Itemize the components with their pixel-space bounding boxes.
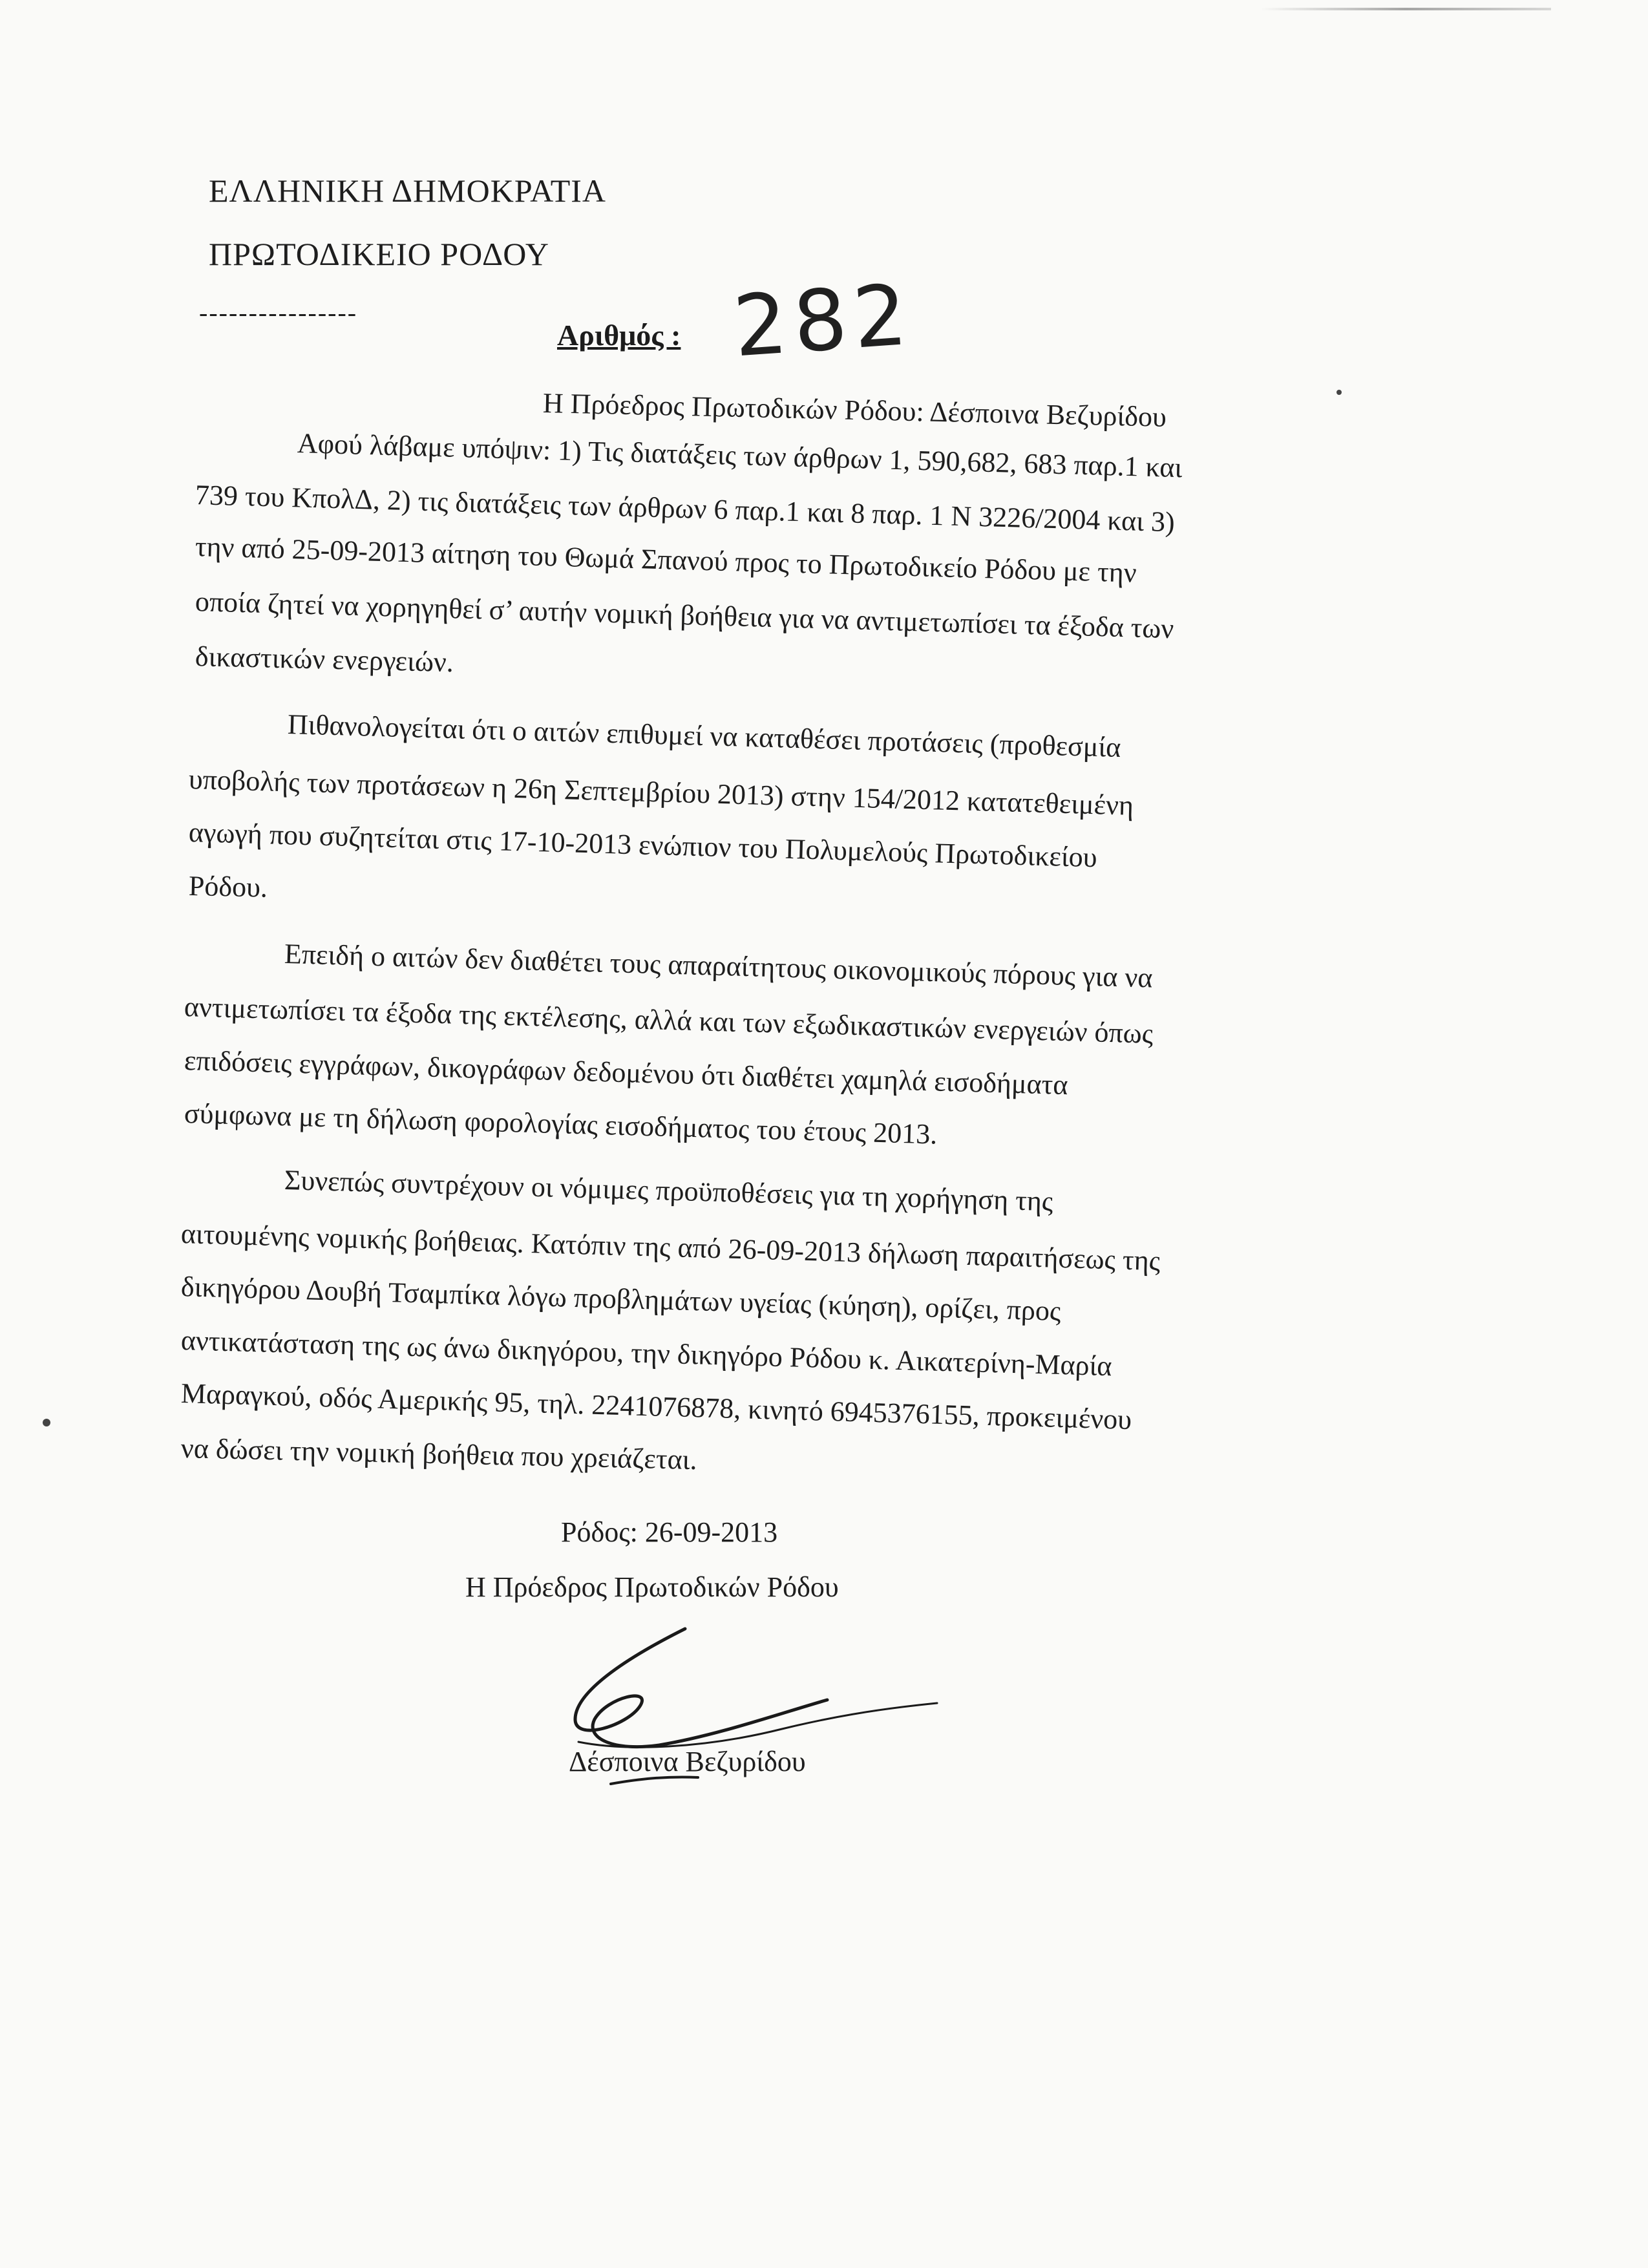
p4-line-3: δικηγόρου Δουβή Τσαμπίκα λόγω προβλημάτων υγείας (κύηση), ορίζει, προς (180, 1271, 1062, 1328)
p4-line-5: Μαραγκού, οδός Αμερικής 95, τηλ. 2241076878, κινητό 6945376155, προκειμένου (180, 1377, 1132, 1436)
closing-title: Η Πρόεδρος Πρωτοδικών Ρόδου (465, 1571, 839, 1603)
signatory-name: Δέσποινα Βεζυρίδου (569, 1746, 806, 1777)
p2-line-2: υποβολής των προτάσεων η 26η Σεπτεμβρίου 2013) στην 154/2012 κατατεθειμένη (188, 763, 1134, 821)
p3-line-3: επιδόσεις εγγράφων, δικογράφων δεδομένου ότι διαθέτει χαμηλά εισοδήματα (184, 1044, 1069, 1101)
p1-line-3: την από 25-09-2013 αίτηση του Θωμά Σπανού προς το Πρωτοδικείο Ρόδου με την (195, 531, 1137, 589)
president-line: Η Πρόεδρος Πρωτοδικών Ρόδου: Δέσποινα Βεζυρίδου (542, 387, 1167, 433)
p3-line-2: αντιμετωπίσει τα έξοδα της εκτέλεσης, αλλά και των εξωδικαστικών ενεργειών όπως (184, 991, 1154, 1050)
p3-line-1: Επειδή ο αιτών δεν διαθέτει τους απαραίτητους οικονομικούς πόρους για να (284, 938, 1154, 994)
decision-number-label: Αριθμός : (557, 319, 681, 352)
p2-line-1: Πιθανολογείται ότι ο αιτών επιθυμεί να καταθέσει προτάσεις (προθεσμία (287, 708, 1122, 764)
scan-dot (1336, 390, 1342, 395)
p1-line-1: Αφού λάβαμε υπόψιν: 1) Τις διατάξεις των άρθρων 1, 590,682, 683 παρ.1 και (297, 427, 1183, 484)
p1-line-2: 739 του ΚπολΔ, 2) τις διατάξεις των άρθρων 6 παρ.1 και 8 παρ. 1 Ν 3226/2004 και 3) (195, 479, 1176, 538)
decision-number-handwritten: 282 (730, 265, 917, 376)
p3-line-4: σύμφωνα με τη δήλωση φορολογίας εισοδήματος του έτους 2013. (184, 1097, 938, 1150)
country-heading: ΕΛΛΗΝΙΚΗ ΔΗΜΟΚΡΑΤΙΑ (209, 173, 606, 209)
p2-line-3: αγωγή που συζητείται στις 17-10-2013 ενώπιον του Πολυμελούς Πρωτοδικείου (188, 816, 1098, 874)
scan-dot (43, 1419, 50, 1426)
p4-line-4: αντικατάσταση της ως άνω δικηγόρου, την δικηγόρο Ρόδου κ. Αικατερίνη-Μαρία (180, 1324, 1113, 1383)
court-heading: ΠΡΩΤΟΔΙΚΕΙΟ ΡΟΔΟΥ (209, 236, 549, 272)
p2-line-4: Ρόδου. (188, 870, 268, 904)
p1-line-5: δικαστικών ενεργειών. (195, 641, 454, 679)
p4-line-6: να δώσει την νομική βοήθεια που χρειάζεται. (180, 1432, 698, 1476)
p1-line-4: οποία ζητεί να χορηγηθεί σ’ αυτήν νομική βοήθεια για να αντιμετωπίσει τα έξοδα των (195, 586, 1174, 645)
p4-line-2: αιτουμένης νομικής βοήθειας. Κατόπιν της από 26-09-2013 δήλωση παραιτήσεως της (180, 1218, 1161, 1277)
scan-artifact-line (1260, 8, 1551, 10)
header-separator: ---------------- (199, 298, 358, 327)
place-date: Ρόδος: 26-09-2013 (561, 1516, 778, 1548)
p4-line-1: Συνεπώς συντρέχουν οι νόμιμες προϋποθέσεις για τη χορήγηση της (284, 1164, 1054, 1218)
